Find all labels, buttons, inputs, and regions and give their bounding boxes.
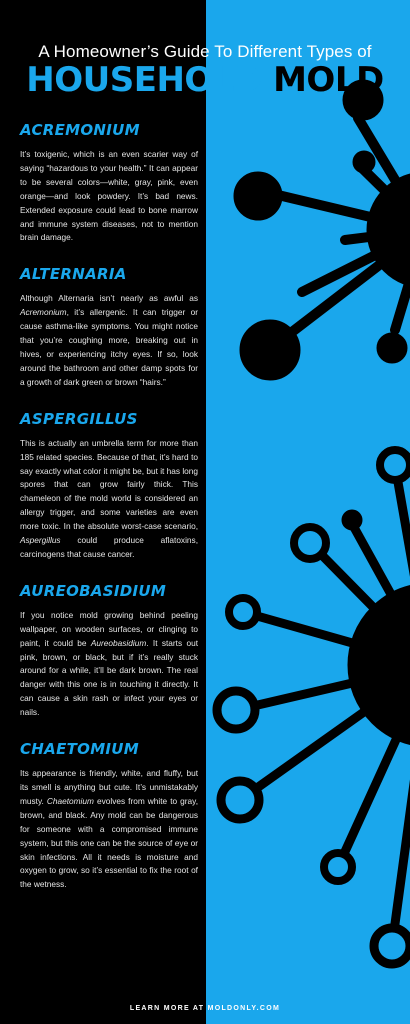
section-body: It’s toxigenic, which is an even scarier way of saying “hazardous to your health.” It can appear to be several colors—white, gray, pink, even orange—and look powdery. It’s bad news. Extended exposure could lead to bone marrow and immune system diseases, not to mention brain damage. bbox=[20, 149, 198, 243]
title-line: A Homeowner’s Guide To Different Types of bbox=[38, 42, 372, 61]
section-body: If you notice mold growing behind peeling wallpaper, on wooden surfaces, or clinging to paint, it could be Aureobasidium. It starts out pink, brown, or black, but if it’s really stuck around for a while, it’ll be dark brown. The real danger with this one is in touching it directly. It can cause a skin rash or infect your eyes or nails. bbox=[20, 609, 198, 718]
section-chaetomium bbox=[20, 739, 198, 892]
footer-link[interactable]: LEARN MORE AT MOLDONLY.COM bbox=[129, 1005, 281, 1012]
title-word-mold: MOLD bbox=[273, 60, 384, 100]
section-body: Its appearance is friendly, white, and fluffy, but its smell is anything but cute. It’s unmistakably musty. Chaetomium evolves from white to gray, brown, and black. Any mold can be dangerous for someone with a compromised immune system, but this one can be the source of eye or skin infections. All it needs is moisture and oxygen to grow, so it’s essential to fix the root of the wetness. bbox=[20, 768, 199, 890]
section-heading: CHAETOMIUM bbox=[20, 740, 140, 759]
section-heading: ASPERGILLUS bbox=[20, 409, 138, 428]
mold-spore-icon-lower bbox=[217, 450, 410, 964]
section-heading: ALTERNARIA bbox=[20, 265, 127, 284]
section-alternaria bbox=[20, 264, 198, 389]
section-heading: AUREOBASIDIUM bbox=[20, 581, 167, 600]
mold-spore-icon-upper bbox=[234, 80, 410, 380]
section-body: This is actually an umbrella term for more than 185 related species. Because of that, it’s hard to say exactly what color it might be, but it has long spores that can grow fairly thick. This chameleon of the mold world is considered an allergy trigger, and some varieties are even more toxic. In the absolute worst-case scenario, Aspergillus could produce aflatoxins, carcinogens that cause cancer. bbox=[20, 437, 199, 559]
section-heading: ACREMONIUM bbox=[20, 121, 140, 139]
title-word-household: HOUSEHOLD bbox=[26, 60, 262, 100]
section-aspergillus bbox=[20, 409, 198, 562]
page-title bbox=[0, 58, 410, 102]
section-body: Although Alternaria isn’t nearly as awful as Acremonium, it’s allergenic. It can trigger or cause asthma-like symptoms. You might notice that you’re coughing more, breaking out in hives, or experiencing itchy eyes. If so, look around the bathroom and other damp spots for a growth of dark green or brown “hairs.” bbox=[20, 293, 198, 387]
mold-types-list bbox=[20, 120, 198, 911]
section-acremonium bbox=[20, 120, 198, 245]
section-aureobasidium bbox=[20, 581, 198, 720]
